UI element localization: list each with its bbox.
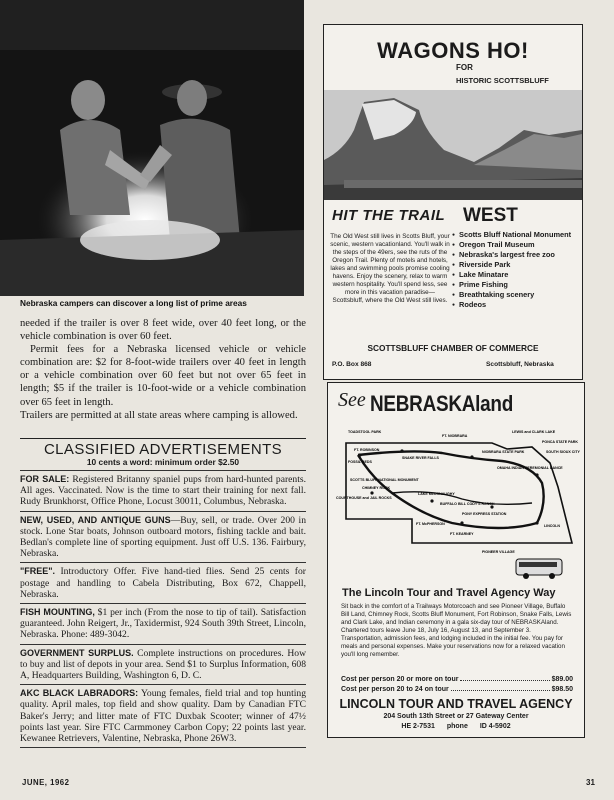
classified-subtitle: 10 cents a word: minimum order $2.50 [86,457,240,467]
phone-number: ID 4-5902 [479,723,511,730]
ad-heading: FISH MOUNTING, [20,607,95,618]
hit-the-trail: HIT THE TRAIL [332,207,446,224]
chamber-city: Scottsbluff, Nebraska [486,361,554,368]
scottsbluff-ad [323,24,583,380]
map-label: FT. McPHERSON [416,522,445,526]
classified-ad [20,470,306,511]
body-paragraph: Permit fees for a Nebraska licensed vehicle or vehicle combination are: $2 for 8-foot-wide trailers over 40 feet in length or a vehicle combination over 60 feet but not over 65 feet in length; $5 if the trailer is 10-foot-wide or a vehicle combination over 65 feet in length. [20,344,306,408]
map-label: NIOBRARA STATE PARK [482,450,525,454]
ad-text: —Buy, sell, or trade. Over 200 in stock. Lone Star boats, Johnson outboard motors, fishing tackle and bait. Bedlan's complete line of sporting equipment. Just off U.S. 136. Fairbury, Nebraska. [20,514,307,560]
agency-address: 204 South 13th Street or 27 Gateway Center [383,713,529,720]
attraction-item: ● Oregon Trail Museum [452,240,582,250]
phone-number: HE 2-7531 [401,723,435,730]
body-paragraph: Trailers are permitted at all state areas where camping is allowed. [20,409,298,421]
map-label: OMAHA INDIAN CEREMONIAL DANCE [497,466,563,470]
nebraskaland-title: NEBRASKAland [370,391,514,416]
agency-name: LINCOLN TOUR AND TRAVEL AGENCY [339,697,573,711]
map-label: LEWIS and CLARK LAKE [512,430,556,434]
ad-subtitle: HISTORIC SCOTTSBLUFF [456,76,549,85]
map-label: TOADSTOOL PARK [348,430,382,434]
attraction-item: ● Riverside Park [452,260,582,270]
map-label: FT. ROBINSON [354,448,380,452]
tour-title: The Lincoln Tour and Travel Agency Way [342,587,556,599]
classified-title: CLASSIFIED ADVERTISEMENTS [43,441,283,458]
ad-text: Complete instructions on procedures. How to buy and list of depots in your area. Send $1 to Surplus Information, 608 A, Headquarters Building, Washington 6, D. C. [20,647,306,682]
issue-date: JUNE, 1962 [22,778,70,787]
cost-label: Cost per person 20 to 24 on tour [341,686,449,693]
map-label: PONY EXPRESS STATION [462,512,507,516]
article-body [20,317,306,422]
map-label: PONCA STATE PARK [542,440,579,444]
ad-description: The Old West still lives in Scotts Bluff, your scenic, western vacationland. You'll walk in the steps of the 49ers, see the ruts of the Oregon Trail. Plenty of motels and hotels, lakes and swimming pools promise cooling havens. Enjoy the scenery, relax to warm western hospitality. You'll spend less, see more in this vacation paradise—Scottsbluff, where the Old West still lives. [330,233,450,304]
cost-line [341,686,573,693]
phone-word: phone [446,723,468,730]
ad-heading: AKC BLACK LABRADORS: [20,688,139,699]
campfire-photo [0,0,304,296]
classified-ad [20,644,306,685]
tour-description: Sit back in the comfort of a Trailways Motorcoach and see Pioneer Village, Buffalo Bill Land, Chimney Rock, Scotts Bluff Monument, Fort Robinson, Snake Falls, Lewis and Clark Lake, and Indian ceremony in a gala six-day tour of NEBRASKAland. Chartered tours leave June 18, July 16, August 13, and September 3. Transportation, admission fees, and lodging included in the initial fee. You pay for meals and personal expenses. Make your reservations now for a relaxed vacation you'll long remember. [341,603,572,658]
ad-text: Introductory Offer. Five hand-tied flies. Send 25 cents for postage and handling to Cabela Distributing, Box 672, Chappell, Nebraska. [20,566,306,600]
cost-label: Cost per person 20 or more on tour [341,676,459,683]
body-paragraph: needed if the trailer is over 8 feet wide, over 40 feet long, or the vehicle combination is over 60 feet. [20,318,306,343]
ad-heading: NEW, USED, AND ANTIQUE GUNS [20,514,171,525]
cost-line [341,676,573,683]
cost-value: $98.50 [551,686,573,693]
classified-ad [20,603,306,644]
cost-value: $89.00 [551,676,573,683]
map-label: FOSSIL BEDS [348,460,372,464]
ad-heading: "FREE". [20,566,56,577]
map-label: FT. NIOBRARA [442,434,468,438]
scotts-bluff-photo [324,90,582,200]
attractions-list [452,230,582,310]
ad-heading: FOR SALE: [20,474,70,484]
see-script: See [338,389,366,411]
map-label: SNAKE RIVER FALLS [402,456,439,460]
chamber-name: SCOTTSBLUFF CHAMBER OF COMMERCE [367,343,539,353]
classified-ad [20,511,306,563]
agency-phone [328,723,584,730]
attraction-item: ● Prime Fishing [452,280,582,290]
classified-header [20,438,306,467]
attraction-item: ● Lake Minatare [452,270,582,280]
classified-ad [20,562,306,603]
attraction-item: ● Rodeos [452,300,582,310]
ad-text: Young females, field trial and top hunting quality. April males, top field and show quality. Dam by Canadian FTC Baker's Jerry; and litter mate of FTC Duxbak Scooter; winner of 47½ points last year. Sire FTC Carmmoney Carbon Copy; 22 points last year. Kewanee Retrievers, Valentine, Nebraska, Phone 26W3. [20,688,306,745]
bus-icon [514,553,564,583]
map-label: CHIMNEY ROCK [362,486,391,490]
map-label: SCOTTS BLUFF NATIONAL MONUMENT [350,478,419,482]
ad-text: $1 per inch (From the nose to tip of tail). Satisfaction guaranteed. John Reigert, Jr., Taxidermist, 924 South 39th Street, Lincoln, Nebraska. Phone: 489-3042. [20,607,306,641]
po-box: P.O. Box 868 [332,361,372,368]
nebraskaland-ad [327,382,585,738]
classified-ad-list [20,470,306,748]
ad-text: Registered Britanny spaniel pups from hard-hunted parents. All ages. Vaccinated. Now is the time to start their training for next fall. Rudy Brunkhorst, Office Phone, Locust 30011, Columbus, Nebraska. [20,474,307,508]
page-number: 31 [586,778,595,787]
map-label: BUFFALO BILL CODY'S RANCH [440,502,495,506]
west-heading: WEST [463,205,518,226]
map-label: FT. KEARNEY [450,532,474,536]
ad-heading: GOVERNMENT SURPLUS. [20,647,134,658]
classified-ad [20,684,306,748]
nebraska-tour-map [332,423,582,563]
photo-caption: Nebraska campers can discover a long list of prime areas [20,298,247,308]
ad-title: WAGONS HO! [377,38,529,63]
attraction-item: ● Scotts Bluff National Monument [452,230,582,240]
attraction-item: ● Nebraska's largest free zoo [452,250,582,260]
map-label: PIONEER VILLAGE [482,550,515,554]
attraction-item: ● Breathtaking scenery [452,290,582,300]
map-label: LAKE McCONAUGHY [418,492,455,496]
map-label: SOUTH SIOUX CITY [546,450,580,454]
map-label: LINCOLN [544,524,560,528]
ad-for: FOR [456,63,473,72]
map-label: COURTHOUSE and JAIL ROCKS [336,496,392,500]
